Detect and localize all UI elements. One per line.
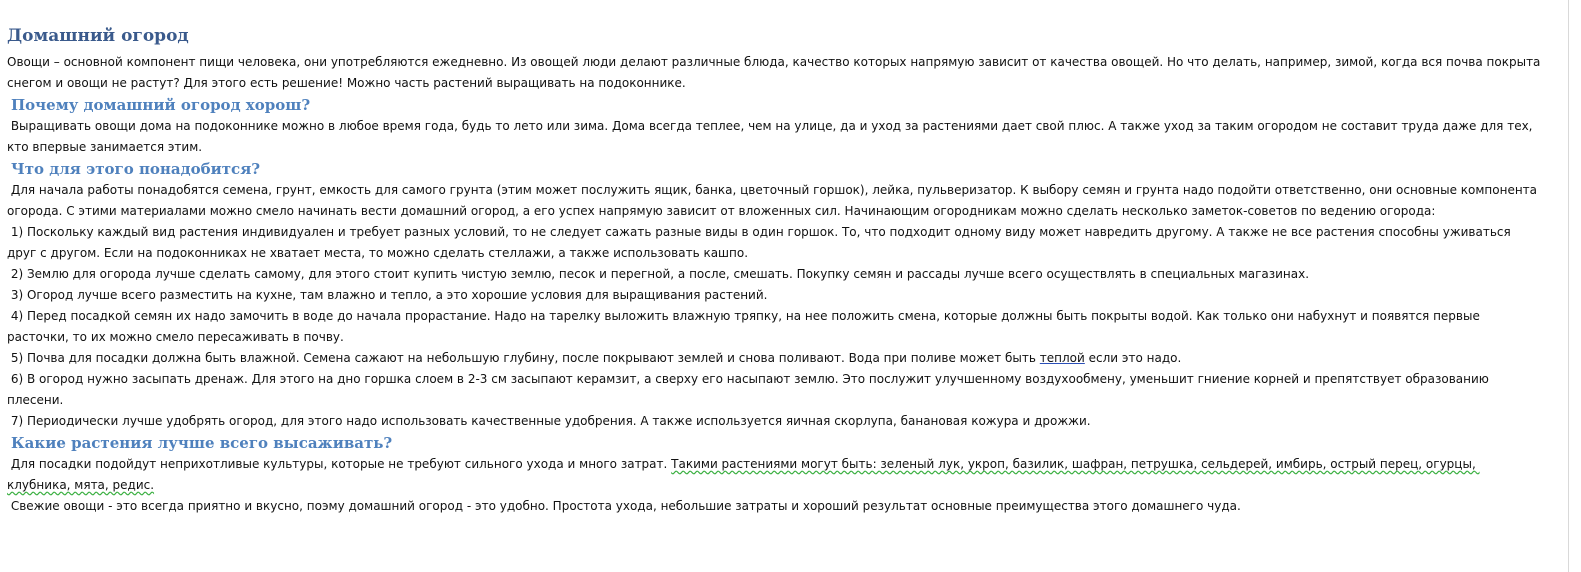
tip-item-3: 3) Огород лучше всего разместить на кухне, там влажно и тепло, а это хорошие условия для выращивания растений. [7,288,768,302]
tip-item-1: 1) Поскольку каждый вид растения индивидуален и требует разных условий, то не следует сажать разные виды в один горшок. То, что подходит одному виду может навредить другому. А также не все растения способны уживаться друг с другом. Если на подоконниках не хватает места, то можно сделать стеллажи, а также использовать кашпо. [7,225,1515,260]
paragraph-needs: Для начала работы понадобятся семена, грунт, емкость для самого грунта (этим может послужить ящик, банка, цветочный горшок), лейка, пульверизатор. К выбору семян и грунта надо подойти ответственно, они основные компонента огорода. С этими материалами можно смело начинать вести домашний огород, а его успех напрямую зависит от вложенных сил. Начинающим огородникам можно сделать несколько заметок-советов по ведению огорода: [7,183,1541,218]
document-title: Домашний огород [7,26,189,46]
tip-item-6: 6) В огород нужно засыпать дренаж. Для этого на дно горшка слоем в 2-3 см засыпают керамзит, а сверху его насыпают землю. Это послужит улучшенному воздухообмену, уменьшит гниение корней и препятствует образованию плесени. [7,372,1493,407]
tip-5-tail: если это надо. [1084,351,1182,365]
document-body [7,24,1545,517]
intro-paragraph: Овощи – основной компонент пищи человека, они употребляются ежедневно. Из овощей люди делают различные блюда, качество которых напрямую зависит от качества овощей. Но что делать, например, зимой, когда вся почва покрыта снегом и овощи не растут? Для этого есть решение! Можно часть растений выращивать на подоконнике. [7,55,1545,90]
conclusion-paragraph: Свежие овощи - это всегда приятно и вкусно, поэму домашний огород - это удобно. Простота ухода, небольшие затраты и хороший результат основные преимущества этого домашнего чуда. [7,499,1241,513]
tip-5-text: 5) Почва для посадки должна быть влажной. Семена сажают на небольшую глубину, после покрывают землей и снова поливают. Вода при поливе может быть [7,351,1040,365]
grammar-underlined-text: Такими растениями могут быть: зеленый лук, укроп, базилик, шафран, петрушка, сельдерей, имбирь, острый перец, огурцы, клубника, мята, редис. [7,457,1480,492]
section-heading-plants: Какие растения лучше всего высаживать? [11,434,393,452]
paragraph-why: Выращивать овощи дома на подоконнике можно в любое время года, будь то лето или зима. Дома всегда теплее, чем на улице, да и уход за растениями дает свой плюс. А также уход за таким огородом не составит труда даже для тех, кто впервые занимается этим. [7,119,1537,154]
tip-item-5 [7,348,1542,369]
tip-item-7: 7) Периодически лучше удобрять огород, для этого надо использовать качественные удобрения. А также используется яичная скорлупа, банановая кожура и дрожжи. [7,414,1091,428]
tip-item-4: 4) Перед посадкой семян их надо замочить в воде до начала прорастание. Надо на тарелку выложить влажную тряпку, на нее положить смена, которые должны быть покрыты водой. Как только они набухнут и появятся первые расточки, то их можно смело пересаживать в почву. [7,309,1484,344]
section-heading-why: Почему домашний огород хорош? [11,96,311,114]
plants-text: Для посадки подойдут неприхотливые культуры, которые не требуют сильного ухода и много затрат. [7,457,672,471]
spellcheck-word: теплой [1039,351,1085,365]
section-heading-needs: Что для этого понадобится? [11,160,261,178]
page-edge [1568,0,1569,572]
tip-item-2: 2) Землю для огорода лучше сделать самому, для этого стоит купить чистую землю, песок и перегной, а после, смешать. Покупку семян и рассады лучше всего осуществлять в специальных магазинах. [7,267,1310,281]
paragraph-plants [7,454,1542,496]
